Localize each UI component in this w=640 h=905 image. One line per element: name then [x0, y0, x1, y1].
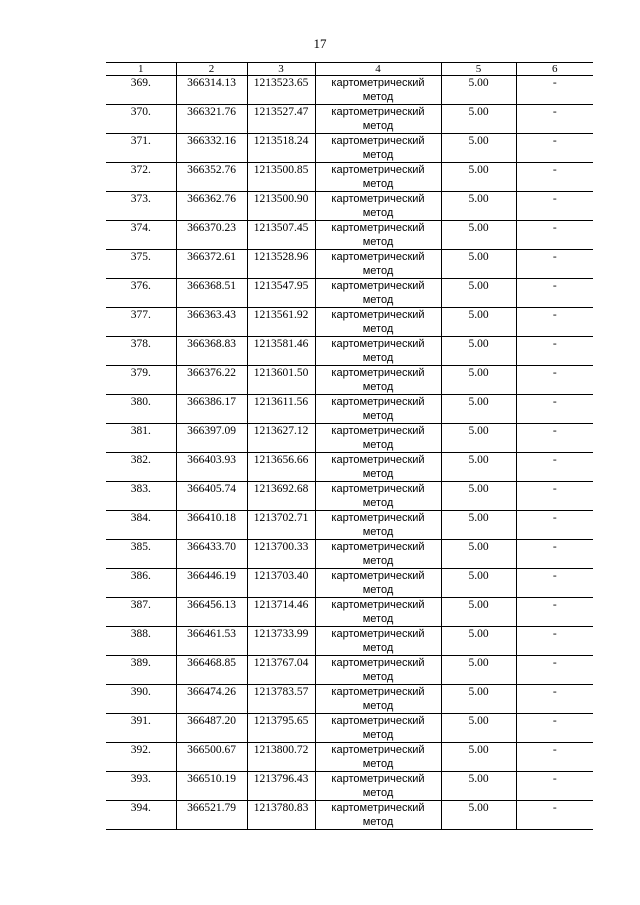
accuracy-cell: 5.00	[441, 250, 516, 279]
header-cell: 1	[106, 63, 176, 76]
method-line-1: картометрический	[331, 309, 425, 321]
table-row	[106, 134, 593, 163]
y-coordinate-cell: 1213547.95	[247, 279, 315, 308]
y-coordinate-cell: 1213796.43	[247, 772, 315, 801]
method-cell	[315, 76, 441, 105]
method-cell	[315, 134, 441, 163]
y-coordinate-cell: 1213767.04	[247, 656, 315, 685]
method-cell	[315, 801, 441, 830]
method-line-2: метод	[362, 555, 394, 567]
note-cell: -	[516, 221, 593, 250]
table-body	[106, 76, 593, 830]
y-coordinate-cell: 1213800.72	[247, 743, 315, 772]
table-row	[106, 772, 593, 801]
y-coordinate-cell: 1213783.57	[247, 685, 315, 714]
method-line-2: метод	[362, 642, 394, 654]
note-cell: -	[516, 511, 593, 540]
method-cell	[315, 685, 441, 714]
accuracy-cell: 5.00	[441, 308, 516, 337]
method-line-2: метод	[362, 120, 394, 132]
note-cell: -	[516, 569, 593, 598]
accuracy-cell: 5.00	[441, 424, 516, 453]
method-line-2: метод	[362, 149, 394, 161]
method-line-2: метод	[362, 178, 394, 190]
note-cell: -	[516, 540, 593, 569]
x-coordinate-cell: 366386.17	[176, 395, 247, 424]
point-number-cell: 369.	[106, 76, 176, 105]
point-number-cell: 380.	[106, 395, 176, 424]
accuracy-cell: 5.00	[441, 221, 516, 250]
method-line-2: метод	[362, 91, 394, 103]
accuracy-cell: 5.00	[441, 772, 516, 801]
y-coordinate-cell: 1213528.96	[247, 250, 315, 279]
x-coordinate-cell: 366403.93	[176, 453, 247, 482]
point-number-cell: 389.	[106, 656, 176, 685]
point-number-cell: 385.	[106, 540, 176, 569]
method-line-2: метод	[362, 410, 394, 422]
table-row	[106, 308, 593, 337]
y-coordinate-cell: 1213518.24	[247, 134, 315, 163]
note-cell: -	[516, 424, 593, 453]
accuracy-cell: 5.00	[441, 598, 516, 627]
point-number-cell: 392.	[106, 743, 176, 772]
x-coordinate-cell: 366314.13	[176, 76, 247, 105]
method-line-1: картометрический	[331, 106, 425, 118]
method-line-2: метод	[362, 236, 394, 248]
method-cell	[315, 743, 441, 772]
method-cell	[315, 424, 441, 453]
accuracy-cell: 5.00	[441, 627, 516, 656]
x-coordinate-cell: 366461.53	[176, 627, 247, 656]
method-cell	[315, 221, 441, 250]
x-coordinate-cell: 366500.67	[176, 743, 247, 772]
method-line-2: метод	[362, 294, 394, 306]
y-coordinate-cell: 1213601.50	[247, 366, 315, 395]
x-coordinate-cell: 366321.76	[176, 105, 247, 134]
method-line-1: картометрический	[331, 164, 425, 176]
y-coordinate-cell: 1213611.56	[247, 395, 315, 424]
note-cell: -	[516, 308, 593, 337]
point-number-cell: 382.	[106, 453, 176, 482]
x-coordinate-cell: 366370.23	[176, 221, 247, 250]
note-cell: -	[516, 482, 593, 511]
method-cell	[315, 337, 441, 366]
table-row	[106, 482, 593, 511]
method-cell	[315, 308, 441, 337]
x-coordinate-cell: 366456.13	[176, 598, 247, 627]
y-coordinate-cell: 1213527.47	[247, 105, 315, 134]
method-line-1: картометрический	[331, 773, 425, 785]
header-cell: 6	[516, 63, 593, 76]
note-cell: -	[516, 656, 593, 685]
point-number-cell: 383.	[106, 482, 176, 511]
method-cell	[315, 772, 441, 801]
method-line-2: метод	[362, 526, 394, 538]
y-coordinate-cell: 1213703.40	[247, 569, 315, 598]
point-number-cell: 373.	[106, 192, 176, 221]
note-cell: -	[516, 743, 593, 772]
method-line-1: картометрический	[331, 367, 425, 379]
y-coordinate-cell: 1213581.46	[247, 337, 315, 366]
method-line-1: картометрический	[331, 599, 425, 611]
accuracy-cell: 5.00	[441, 105, 516, 134]
method-line-1: картометрический	[331, 251, 425, 263]
accuracy-cell: 5.00	[441, 743, 516, 772]
accuracy-cell: 5.00	[441, 163, 516, 192]
accuracy-cell: 5.00	[441, 685, 516, 714]
x-coordinate-cell: 366468.85	[176, 656, 247, 685]
method-cell	[315, 627, 441, 656]
header-cell: 2	[176, 63, 247, 76]
note-cell: -	[516, 453, 593, 482]
y-coordinate-cell: 1213780.83	[247, 801, 315, 830]
table-row	[106, 569, 593, 598]
method-line-2: метод	[362, 439, 394, 451]
point-number-cell: 372.	[106, 163, 176, 192]
table-row	[106, 714, 593, 743]
method-line-1: картометрический	[331, 425, 425, 437]
point-number-cell: 370.	[106, 105, 176, 134]
method-cell	[315, 250, 441, 279]
table-row	[106, 685, 593, 714]
method-line-2: метод	[362, 816, 394, 828]
note-cell: -	[516, 250, 593, 279]
table-row	[106, 540, 593, 569]
method-line-2: метод	[362, 381, 394, 393]
method-line-1: картометрический	[331, 802, 425, 814]
header-cell: 4	[315, 63, 441, 76]
table-row	[106, 366, 593, 395]
method-line-1: картометрический	[331, 77, 425, 89]
method-cell	[315, 279, 441, 308]
method-line-1: картометрический	[331, 193, 425, 205]
table-row	[106, 221, 593, 250]
point-number-cell: 376.	[106, 279, 176, 308]
accuracy-cell: 5.00	[441, 279, 516, 308]
method-line-2: метод	[362, 468, 394, 480]
table-row	[106, 743, 593, 772]
table-row	[106, 163, 593, 192]
header-cell: 3	[247, 63, 315, 76]
point-number-cell: 394.	[106, 801, 176, 830]
method-line-2: метод	[362, 758, 394, 770]
note-cell: -	[516, 192, 593, 221]
table-row	[106, 395, 593, 424]
method-line-1: картометрический	[331, 512, 425, 524]
table-row	[106, 250, 593, 279]
coordinates-table	[106, 62, 593, 830]
table-row	[106, 511, 593, 540]
method-line-1: картометрический	[331, 657, 425, 669]
point-number-cell: 391.	[106, 714, 176, 743]
method-cell	[315, 569, 441, 598]
method-cell	[315, 192, 441, 221]
method-line-1: картометрический	[331, 483, 425, 495]
table-row	[106, 279, 593, 308]
x-coordinate-cell: 366397.09	[176, 424, 247, 453]
method-cell	[315, 453, 441, 482]
method-line-1: картометрический	[331, 454, 425, 466]
y-coordinate-cell: 1213523.65	[247, 76, 315, 105]
y-coordinate-cell: 1213561.92	[247, 308, 315, 337]
note-cell: -	[516, 685, 593, 714]
note-cell: -	[516, 366, 593, 395]
note-cell: -	[516, 163, 593, 192]
method-line-1: картометрический	[331, 715, 425, 727]
method-cell	[315, 511, 441, 540]
table-row	[106, 453, 593, 482]
method-line-2: метод	[362, 787, 394, 799]
x-coordinate-cell: 366521.79	[176, 801, 247, 830]
x-coordinate-cell: 366363.43	[176, 308, 247, 337]
method-line-1: картометрический	[331, 686, 425, 698]
table-row	[106, 105, 593, 134]
method-line-2: метод	[362, 613, 394, 625]
method-cell	[315, 163, 441, 192]
method-line-2: метод	[362, 497, 394, 509]
point-number-cell: 387.	[106, 598, 176, 627]
method-cell	[315, 714, 441, 743]
table-row	[106, 656, 593, 685]
accuracy-cell: 5.00	[441, 76, 516, 105]
accuracy-cell: 5.00	[441, 395, 516, 424]
y-coordinate-cell: 1213500.85	[247, 163, 315, 192]
accuracy-cell: 5.00	[441, 453, 516, 482]
method-cell	[315, 482, 441, 511]
accuracy-cell: 5.00	[441, 569, 516, 598]
table-row	[106, 192, 593, 221]
method-cell	[315, 105, 441, 134]
method-line-1: картометрический	[331, 135, 425, 147]
note-cell: -	[516, 598, 593, 627]
method-line-2: метод	[362, 323, 394, 335]
point-number-cell: 378.	[106, 337, 176, 366]
note-cell: -	[516, 395, 593, 424]
x-coordinate-cell: 366410.18	[176, 511, 247, 540]
point-number-cell: 377.	[106, 308, 176, 337]
table-row	[106, 76, 593, 105]
accuracy-cell: 5.00	[441, 511, 516, 540]
method-cell	[315, 540, 441, 569]
point-number-cell: 381.	[106, 424, 176, 453]
table-row	[106, 627, 593, 656]
method-line-2: метод	[362, 352, 394, 364]
point-number-cell: 388.	[106, 627, 176, 656]
y-coordinate-cell: 1213700.33	[247, 540, 315, 569]
method-cell	[315, 366, 441, 395]
note-cell: -	[516, 801, 593, 830]
accuracy-cell: 5.00	[441, 656, 516, 685]
table-row	[106, 337, 593, 366]
point-number-cell: 390.	[106, 685, 176, 714]
note-cell: -	[516, 772, 593, 801]
accuracy-cell: 5.00	[441, 134, 516, 163]
note-cell: -	[516, 279, 593, 308]
point-number-cell: 393.	[106, 772, 176, 801]
accuracy-cell: 5.00	[441, 482, 516, 511]
y-coordinate-cell: 1213795.65	[247, 714, 315, 743]
point-number-cell: 384.	[106, 511, 176, 540]
x-coordinate-cell: 366372.61	[176, 250, 247, 279]
point-number-cell: 386.	[106, 569, 176, 598]
point-number-cell: 375.	[106, 250, 176, 279]
y-coordinate-cell: 1213733.99	[247, 627, 315, 656]
x-coordinate-cell: 366368.83	[176, 337, 247, 366]
x-coordinate-cell: 366376.22	[176, 366, 247, 395]
x-coordinate-cell: 366352.76	[176, 163, 247, 192]
accuracy-cell: 5.00	[441, 192, 516, 221]
method-line-1: картометрический	[331, 338, 425, 350]
method-cell	[315, 395, 441, 424]
y-coordinate-cell: 1213500.90	[247, 192, 315, 221]
accuracy-cell: 5.00	[441, 714, 516, 743]
method-line-2: метод	[362, 700, 394, 712]
point-number-cell: 374.	[106, 221, 176, 250]
accuracy-cell: 5.00	[441, 540, 516, 569]
method-cell	[315, 656, 441, 685]
note-cell: -	[516, 627, 593, 656]
accuracy-cell: 5.00	[441, 801, 516, 830]
x-coordinate-cell: 366405.74	[176, 482, 247, 511]
page-number: 17	[313, 36, 327, 51]
method-line-1: картометрический	[331, 280, 425, 292]
method-line-2: метод	[362, 584, 394, 596]
table-row	[106, 424, 593, 453]
method-line-2: метод	[362, 671, 394, 683]
method-line-2: метод	[362, 265, 394, 277]
note-cell: -	[516, 337, 593, 366]
method-line-1: картометрический	[331, 628, 425, 640]
note-cell: -	[516, 134, 593, 163]
method-line-2: метод	[362, 729, 394, 741]
point-number-cell: 371.	[106, 134, 176, 163]
header-cell: 5	[441, 63, 516, 76]
y-coordinate-cell: 1213692.68	[247, 482, 315, 511]
table-row	[106, 598, 593, 627]
method-line-1: картометрический	[331, 744, 425, 756]
x-coordinate-cell: 366446.19	[176, 569, 247, 598]
note-cell: -	[516, 714, 593, 743]
y-coordinate-cell: 1213627.12	[247, 424, 315, 453]
method-line-1: картометрический	[331, 396, 425, 408]
method-cell	[315, 598, 441, 627]
x-coordinate-cell: 366487.20	[176, 714, 247, 743]
note-cell: -	[516, 76, 593, 105]
table-header-row	[106, 63, 593, 76]
y-coordinate-cell: 1213656.66	[247, 453, 315, 482]
x-coordinate-cell: 366368.51	[176, 279, 247, 308]
point-number-cell: 379.	[106, 366, 176, 395]
method-line-1: картометрический	[331, 541, 425, 553]
y-coordinate-cell: 1213702.71	[247, 511, 315, 540]
x-coordinate-cell: 366510.19	[176, 772, 247, 801]
x-coordinate-cell: 366332.16	[176, 134, 247, 163]
x-coordinate-cell: 366474.26	[176, 685, 247, 714]
accuracy-cell: 5.00	[441, 366, 516, 395]
x-coordinate-cell: 366362.76	[176, 192, 247, 221]
note-cell: -	[516, 105, 593, 134]
method-line-1: картометрический	[331, 570, 425, 582]
table-row	[106, 801, 593, 830]
method-line-2: метод	[362, 207, 394, 219]
y-coordinate-cell: 1213507.45	[247, 221, 315, 250]
accuracy-cell: 5.00	[441, 337, 516, 366]
y-coordinate-cell: 1213714.46	[247, 598, 315, 627]
method-line-1: картометрический	[331, 222, 425, 234]
x-coordinate-cell: 366433.70	[176, 540, 247, 569]
